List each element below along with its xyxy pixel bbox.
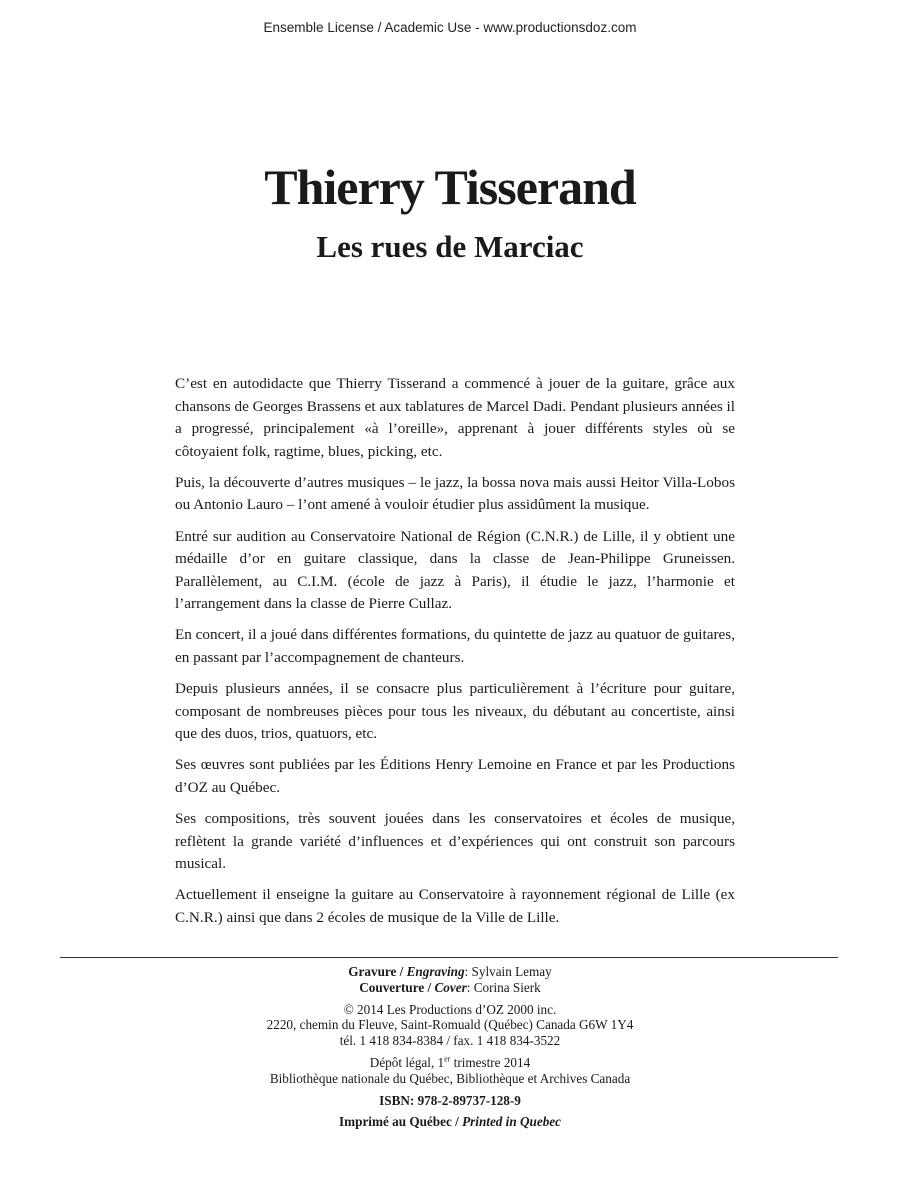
printed-line: Imprimé au Québec / Printed in Quebec [339, 1114, 561, 1130]
bio-paragraph: Entré sur audition au Conservatoire National de Région (C.N.R.) de Lille, il y obtient une médaille d’or en guitare classique, dans la classe de Jean-Philippe Gruneissen. Parallèlement, au C.I.M. (école de jazz à Paris), il étudie le jazz, l’harmonie et l’arrangement dans la classe de Pierre Cullaz. [175, 527, 735, 613]
copyright-line: © 2014 Les Productions d’OZ 2000 inc. [343, 1001, 557, 1017]
publisher-phone: tél. 1 418 834-8384 / fax. 1 418 834-3522 [339, 1033, 561, 1049]
divider [60, 957, 838, 958]
biography [175, 373, 735, 938]
bio-paragraph: Ses œuvres sont publiées par les Éditions Henry Lemoine en France et par les Productions d’OZ au Québec. [175, 756, 735, 796]
bio-paragraph: C’est en autodidacte que Thierry Tisserand a commencé à jouer de la guitare, grâce aux chansons de Georges Brassens et aux tablatures de Marcel Dadi. Pendant plusieurs années il a progressé, principalement «à l’oreille», apprenant à jouer différents styles où se côtoyaient folk, ragtime, blues, picking, etc. [175, 375, 735, 460]
legal-deposit: Dépôt légal, 1er trimestre 2014 [369, 1054, 531, 1070]
license-header: Ensemble License / Academic Use - www.productionsdoz.com [263, 20, 637, 35]
piece-title: Les rues de Marciac [316, 229, 584, 264]
publisher-address: 2220, chemin du Fleuve, Saint-Romuald (Québec) Canada G6W 1Y4 [266, 1017, 634, 1033]
cover-credit: Couverture / Cover: Corina Sierk [359, 979, 541, 995]
engraving-credit: Gravure / Engraving: Sylvain Lemay [348, 964, 552, 979]
bio-paragraph: Puis, la découverte d’autres musiques – le jazz, la bossa nova mais aussi Heitor Villa-Lobos ou Antonio Lauro – l’ont amené à vouloir étudier plus assidûment la musique. [175, 473, 735, 514]
credits-block [0, 964, 900, 1130]
bio-paragraph: Actuellement il enseigne la guitare au Conservatoire à rayonnement régional de Lille (ex C.N.R.) ainsi que dans 2 écoles de musique de la Ville de Lille. [175, 886, 735, 926]
bio-paragraph: Depuis plusieurs années, il se consacre plus particulièrement à l’écriture pour guitare, composant de nombreuses pièces pour tous les niveaux, du débutant au concertiste, ainsi que des duos, trios, quatuors, etc. [175, 680, 735, 743]
library-line: Bibliothèque nationale du Québec, Bibliothèque et Archives Canada [269, 1070, 631, 1086]
composer-name: Thierry Tisserand [264, 159, 636, 215]
bio-paragraph: Ses compositions, très souvent jouées dans les conservatoires et écoles de musique, reflètent la grande variété d’influences et d’expériences qui ont construit son parcours musical. [175, 810, 735, 873]
bio-paragraph: En concert, il a joué dans différentes formations, du quintette de jazz au quatuor de guitares, en passant par l’accompagnement de chanteurs. [175, 626, 735, 667]
isbn-line: ISBN: 978-2-89737-128-9 [379, 1092, 521, 1108]
